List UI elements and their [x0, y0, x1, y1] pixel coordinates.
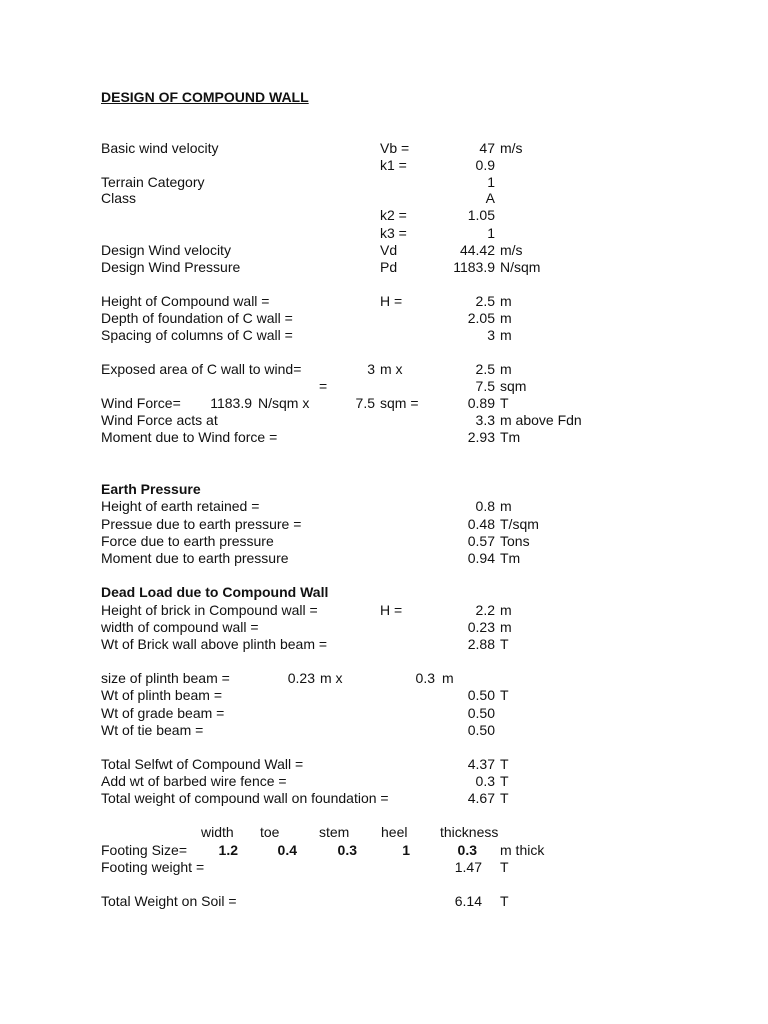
vb-unit: m/s [500, 140, 523, 156]
vd-unit: m/s [500, 242, 523, 258]
foundation-depth-label: Depth of foundation of C wall = [101, 310, 293, 326]
earth-height-label: Height of earth retained = [101, 498, 260, 514]
basic-wind-velocity-label: Basic wind velocity [101, 140, 219, 156]
exposed-b-value: 2.5 [475, 361, 495, 377]
plinth-size-b: 0.3 [415, 670, 435, 686]
brick-height-value: 2.2 [475, 602, 495, 618]
barbed-wire-value: 0.3 [475, 773, 495, 789]
footing-header-stem: stem [319, 824, 350, 840]
selfwt-value: 4.37 [467, 756, 495, 772]
h-symbol: H = [380, 293, 403, 309]
wind-force-value: 0.89 [467, 395, 495, 411]
footing-thick-unit: m thick [500, 842, 545, 858]
terrain-category-label: Terrain Category [101, 174, 205, 190]
column-spacing-value: 3 [487, 327, 495, 343]
wall-width-value: 0.23 [467, 619, 495, 635]
earth-pressure-unit: T/sqm [500, 516, 539, 532]
footing-weight-label: Footing weight = [101, 859, 205, 875]
exposed-a-value: 3 [367, 361, 375, 377]
wall-width-label: width of compound wall = [101, 619, 259, 635]
brick-height-label: Height of brick in Compound wall = [101, 602, 318, 618]
pd-symbol: Pd [380, 259, 398, 275]
earth-height-value: 0.8 [475, 498, 495, 514]
wind-force-acts-value: 3.3 [475, 412, 495, 428]
earth-moment-unit: Tm [500, 550, 521, 566]
wind-force-acts-unit: m above Fdn [500, 412, 582, 428]
earth-moment-label: Moment due to earth pressure [101, 550, 289, 566]
grade-beam-label: Wt of grade beam = [101, 705, 225, 721]
page-title: DESIGN OF COMPOUND WALL [101, 89, 309, 105]
footing-header-toe: toe [260, 824, 280, 840]
wind-force-acts-label: Wind Force acts at [101, 412, 218, 428]
vb-value: 47 [479, 140, 495, 156]
plinth-wt-value: 0.50 [467, 687, 495, 703]
plinth-size-label: size of plinth beam = [101, 670, 230, 686]
class-label: Class [101, 190, 137, 206]
column-spacing-unit: m [500, 327, 512, 343]
area-value: 7.5 [475, 378, 495, 394]
footing-header-width: width [201, 824, 234, 840]
exposed-b-unit: m [500, 361, 512, 377]
earth-force-label: Force due to earth pressure [101, 533, 274, 549]
k2-symbol: k2 = [380, 207, 407, 223]
vb-symbol: Vb = [380, 140, 410, 156]
vd-value: 44.42 [459, 242, 495, 258]
brick-height-unit: m [500, 602, 512, 618]
total-foundation-wt-label: Total weight of compound wall on foundation = [101, 790, 389, 806]
total-soil-weight-value: 6.14 [454, 893, 482, 909]
earth-pressure-label: Pressue due to earth pressure = [101, 516, 302, 532]
plinth-size-b-unit: m [442, 670, 454, 686]
selfwt-unit: T [500, 756, 509, 772]
grade-beam-value: 0.50 [467, 705, 495, 721]
earth-moment-value: 0.94 [467, 550, 495, 566]
earth-force-value: 0.57 [467, 533, 495, 549]
earth-pressure-heading: Earth Pressure [101, 481, 201, 497]
earth-height-unit: m [500, 498, 512, 514]
class-value: A [485, 190, 495, 206]
footing-stem-value: 0.3 [337, 842, 357, 858]
total-soil-weight-label: Total Weight on Soil = [101, 893, 237, 909]
footing-weight-value: 1.47 [454, 859, 482, 875]
design-wind-velocity-label: Design Wind velocity [101, 242, 231, 258]
area-equals: = [319, 378, 328, 394]
plinth-wt-unit: T [500, 687, 509, 703]
dead-load-heading: Dead Load due to Compound Wall [101, 584, 329, 600]
k1-symbol: k1 = [380, 157, 407, 173]
footing-thickness-value: 0.3 [457, 842, 477, 858]
foundation-depth-value: 2.05 [467, 310, 495, 326]
barbed-wire-label: Add wt of barbed wire fence = [101, 773, 287, 789]
plinth-wt-label: Wt of plinth beam = [101, 687, 223, 703]
footing-header-thickness: thickness [440, 824, 499, 840]
wind-force-unit: T [500, 395, 509, 411]
footing-weight-unit: T [500, 859, 509, 875]
pd-value: 1183.9 [453, 259, 495, 275]
wind-force-pressure-unit: N/sqm x [258, 395, 310, 411]
total-foundation-wt-value: 4.67 [467, 790, 495, 806]
k1-value: 0.9 [475, 157, 495, 173]
total-soil-weight-unit: T [500, 893, 509, 909]
tie-beam-label: Wt of tie beam = [101, 722, 204, 738]
area-unit: sqm [500, 378, 527, 394]
pd-unit: N/sqm [500, 259, 541, 275]
k3-symbol: k3 = [380, 225, 407, 241]
wind-force-pressure: 1183.9 [210, 395, 252, 411]
plinth-size-a: 0.23 [287, 670, 315, 686]
wind-force-label: Wind Force= [101, 395, 181, 411]
foundation-depth-unit: m [500, 310, 512, 326]
brick-wt-label: Wt of Brick wall above plinth beam = [101, 636, 328, 652]
earth-pressure-value: 0.48 [467, 516, 495, 532]
wind-moment-value: 2.93 [467, 429, 495, 445]
wall-height-unit: m [500, 293, 512, 309]
wind-moment-label: Moment due to Wind force = [101, 429, 278, 445]
column-spacing-label: Spacing of columns of C wall = [101, 327, 293, 343]
brick-wt-value: 2.88 [467, 636, 495, 652]
wind-force-area: 7.5 [355, 395, 375, 411]
barbed-wire-unit: T [500, 773, 509, 789]
terrain-category-value: 1 [487, 174, 495, 190]
k3-value: 1 [487, 225, 495, 241]
wall-height-value: 2.5 [475, 293, 495, 309]
design-wind-pressure-label: Design Wind Pressure [101, 259, 241, 275]
wall-height-label: Height of Compound wall = [101, 293, 270, 309]
wall-width-unit: m [500, 619, 512, 635]
exposed-area-label: Exposed area of C wall to wind= [101, 361, 302, 377]
brick-h-symbol: H = [380, 602, 403, 618]
wind-moment-unit: Tm [500, 429, 521, 445]
footing-heel-value: 1 [402, 842, 410, 858]
plinth-size-a-unit: m x [320, 670, 343, 686]
wind-force-area-unit: sqm = [380, 395, 419, 411]
footing-width-value: 1.2 [218, 842, 238, 858]
total-foundation-wt-unit: T [500, 790, 509, 806]
footing-toe-value: 0.4 [277, 842, 297, 858]
footing-header-heel: heel [381, 824, 408, 840]
footing-size-label: Footing Size= [101, 842, 187, 858]
vd-symbol: Vd [380, 242, 398, 258]
brick-wt-unit: T [500, 636, 509, 652]
earth-force-unit: Tons [500, 533, 530, 549]
k2-value: 1.05 [467, 207, 495, 223]
exposed-a-unit: m x [380, 361, 403, 377]
tie-beam-value: 0.50 [467, 722, 495, 738]
selfwt-label: Total Selfwt of Compound Wall = [101, 756, 304, 772]
